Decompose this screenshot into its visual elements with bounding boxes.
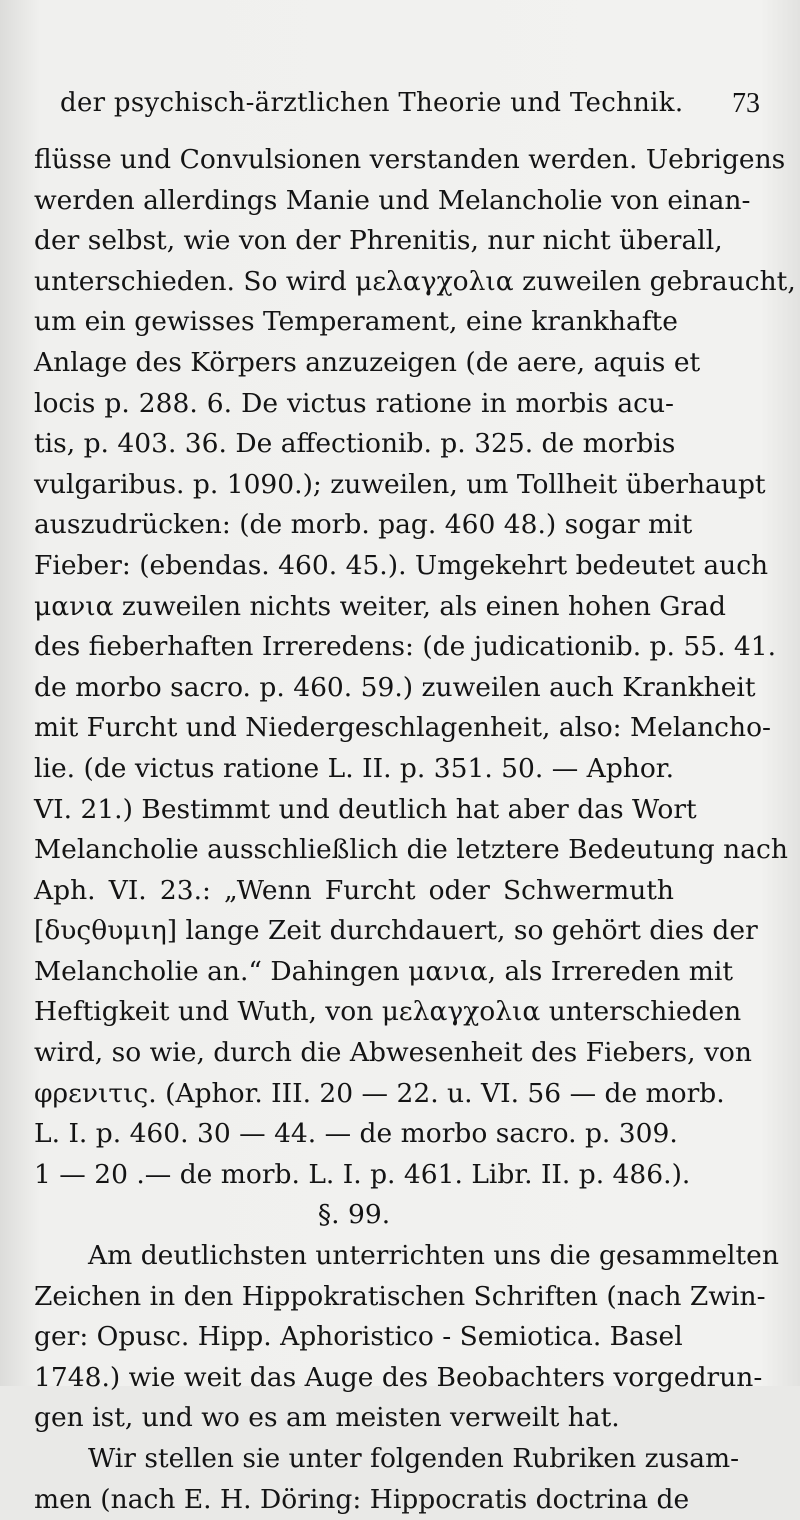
- text-line: werden allerdings Manie und Melancholie von einan-: [34, 184, 751, 216]
- text-line: de morbo sacro. p. 460. 59.) zuweilen auch Krankheit: [34, 671, 756, 703]
- text-line: mit Furcht und Niedergeschlagenheit, also: Melancho-: [34, 712, 771, 744]
- text-line: auszudrücken: (de morb. pag. 460 48.) sogar mit: [34, 509, 693, 541]
- text-line: gen ist, und wo es am meisten verweilt hat.: [34, 1402, 620, 1434]
- text-line: flüsse und Convulsionen verstanden werden. Uebrigens: [34, 144, 786, 175]
- text-line: Wir stellen sie unter folgenden Rubriken zusam-: [88, 1443, 740, 1474]
- text-line: Fieber: (ebendas. 460. 45.). Umgekehrt bedeutet auch: [34, 549, 769, 581]
- text-line: Zeichen in den Hippokratischen Schriften (nach Zwin-: [34, 1280, 766, 1312]
- text-line: lie. (de victus ratione L. II. p. 351. 50. — Aphor.: [34, 752, 674, 784]
- text-line: 1748.) wie weit das Auge des Beobachters vorgedrun-: [34, 1361, 763, 1393]
- text-line: Aph. VI. 23.: „Wenn Furcht oder Schwermuth: [34, 874, 674, 906]
- text-line: VI. 21.) Bestimmt und deutlich hat aber das Wort: [34, 793, 697, 825]
- text-line: ger: Opusc. Hipp. Aphoristico - Semiotica. Basel: [34, 1321, 683, 1353]
- text-line: locis p. 288. 6. De victus ratione in morbis acu-: [34, 387, 674, 419]
- text-line: des fieberhaften Irreredens: (de judicationib. p. 55. 41.: [34, 631, 777, 663]
- text-line: μανια zuweilen nichts weiter, als einen hohen Grad: [34, 590, 726, 622]
- text-line: L. I. p. 460. 30 — 44. — de morbo sacro. p. 309.: [34, 1118, 678, 1150]
- text-line: der selbst, wie von der Phrenitis, nur nicht überall,: [34, 225, 723, 257]
- text-line: tis, p. 403. 36. De affectionib. p. 325. de morbis: [34, 428, 676, 460]
- text-line: wird, so wie, durch die Abwesenheit des Fiebers, von: [34, 1037, 752, 1069]
- text-line: Am deutlichsten unterrichten uns die gesammelten: [88, 1240, 779, 1272]
- text-line: Anlage des Körpers anzuzeigen (de aere, aquis et: [34, 346, 701, 378]
- page-header: [60, 82, 760, 122]
- text-line: men (nach E. H. Döring: Hippocratis doctrina de: [34, 1483, 690, 1515]
- body-text: [34, 140, 796, 1520]
- text-line: vulgaribus. p. 1090.); zuweilen, um Tollheit überhaupt: [34, 468, 766, 500]
- text-line: um ein gewisses Temperament, eine krankhafte: [34, 306, 678, 338]
- text-line: 1 — 20 .— de morb. L. I. p. 461. Libr. II. p. 486.).: [34, 1158, 691, 1190]
- page-number: 73: [732, 88, 760, 119]
- running-title: der psychisch-ärztlichen Theorie und Technik.: [60, 88, 684, 118]
- section-heading: §. 99.: [317, 1199, 391, 1231]
- text-line: Melancholie an.“ Dahingen μανια, als Irrereden mit: [34, 955, 734, 987]
- text-line: Melancholie ausschließlich die letztere Bedeutung nach: [34, 834, 788, 866]
- text-line: unterschieden. So wird μελαγχολια zuweilen gebraucht,: [34, 265, 796, 297]
- text-line: [δυςθυμιη] lange Zeit durchdauert, so gehört dies der: [34, 915, 758, 947]
- text-line: φρενιτις. (Aphor. III. 20 — 22. u. VI. 56 — de morb.: [34, 1077, 725, 1109]
- text-line: Heftigkeit und Wuth, von μελαγχολια unterschieden: [34, 996, 742, 1028]
